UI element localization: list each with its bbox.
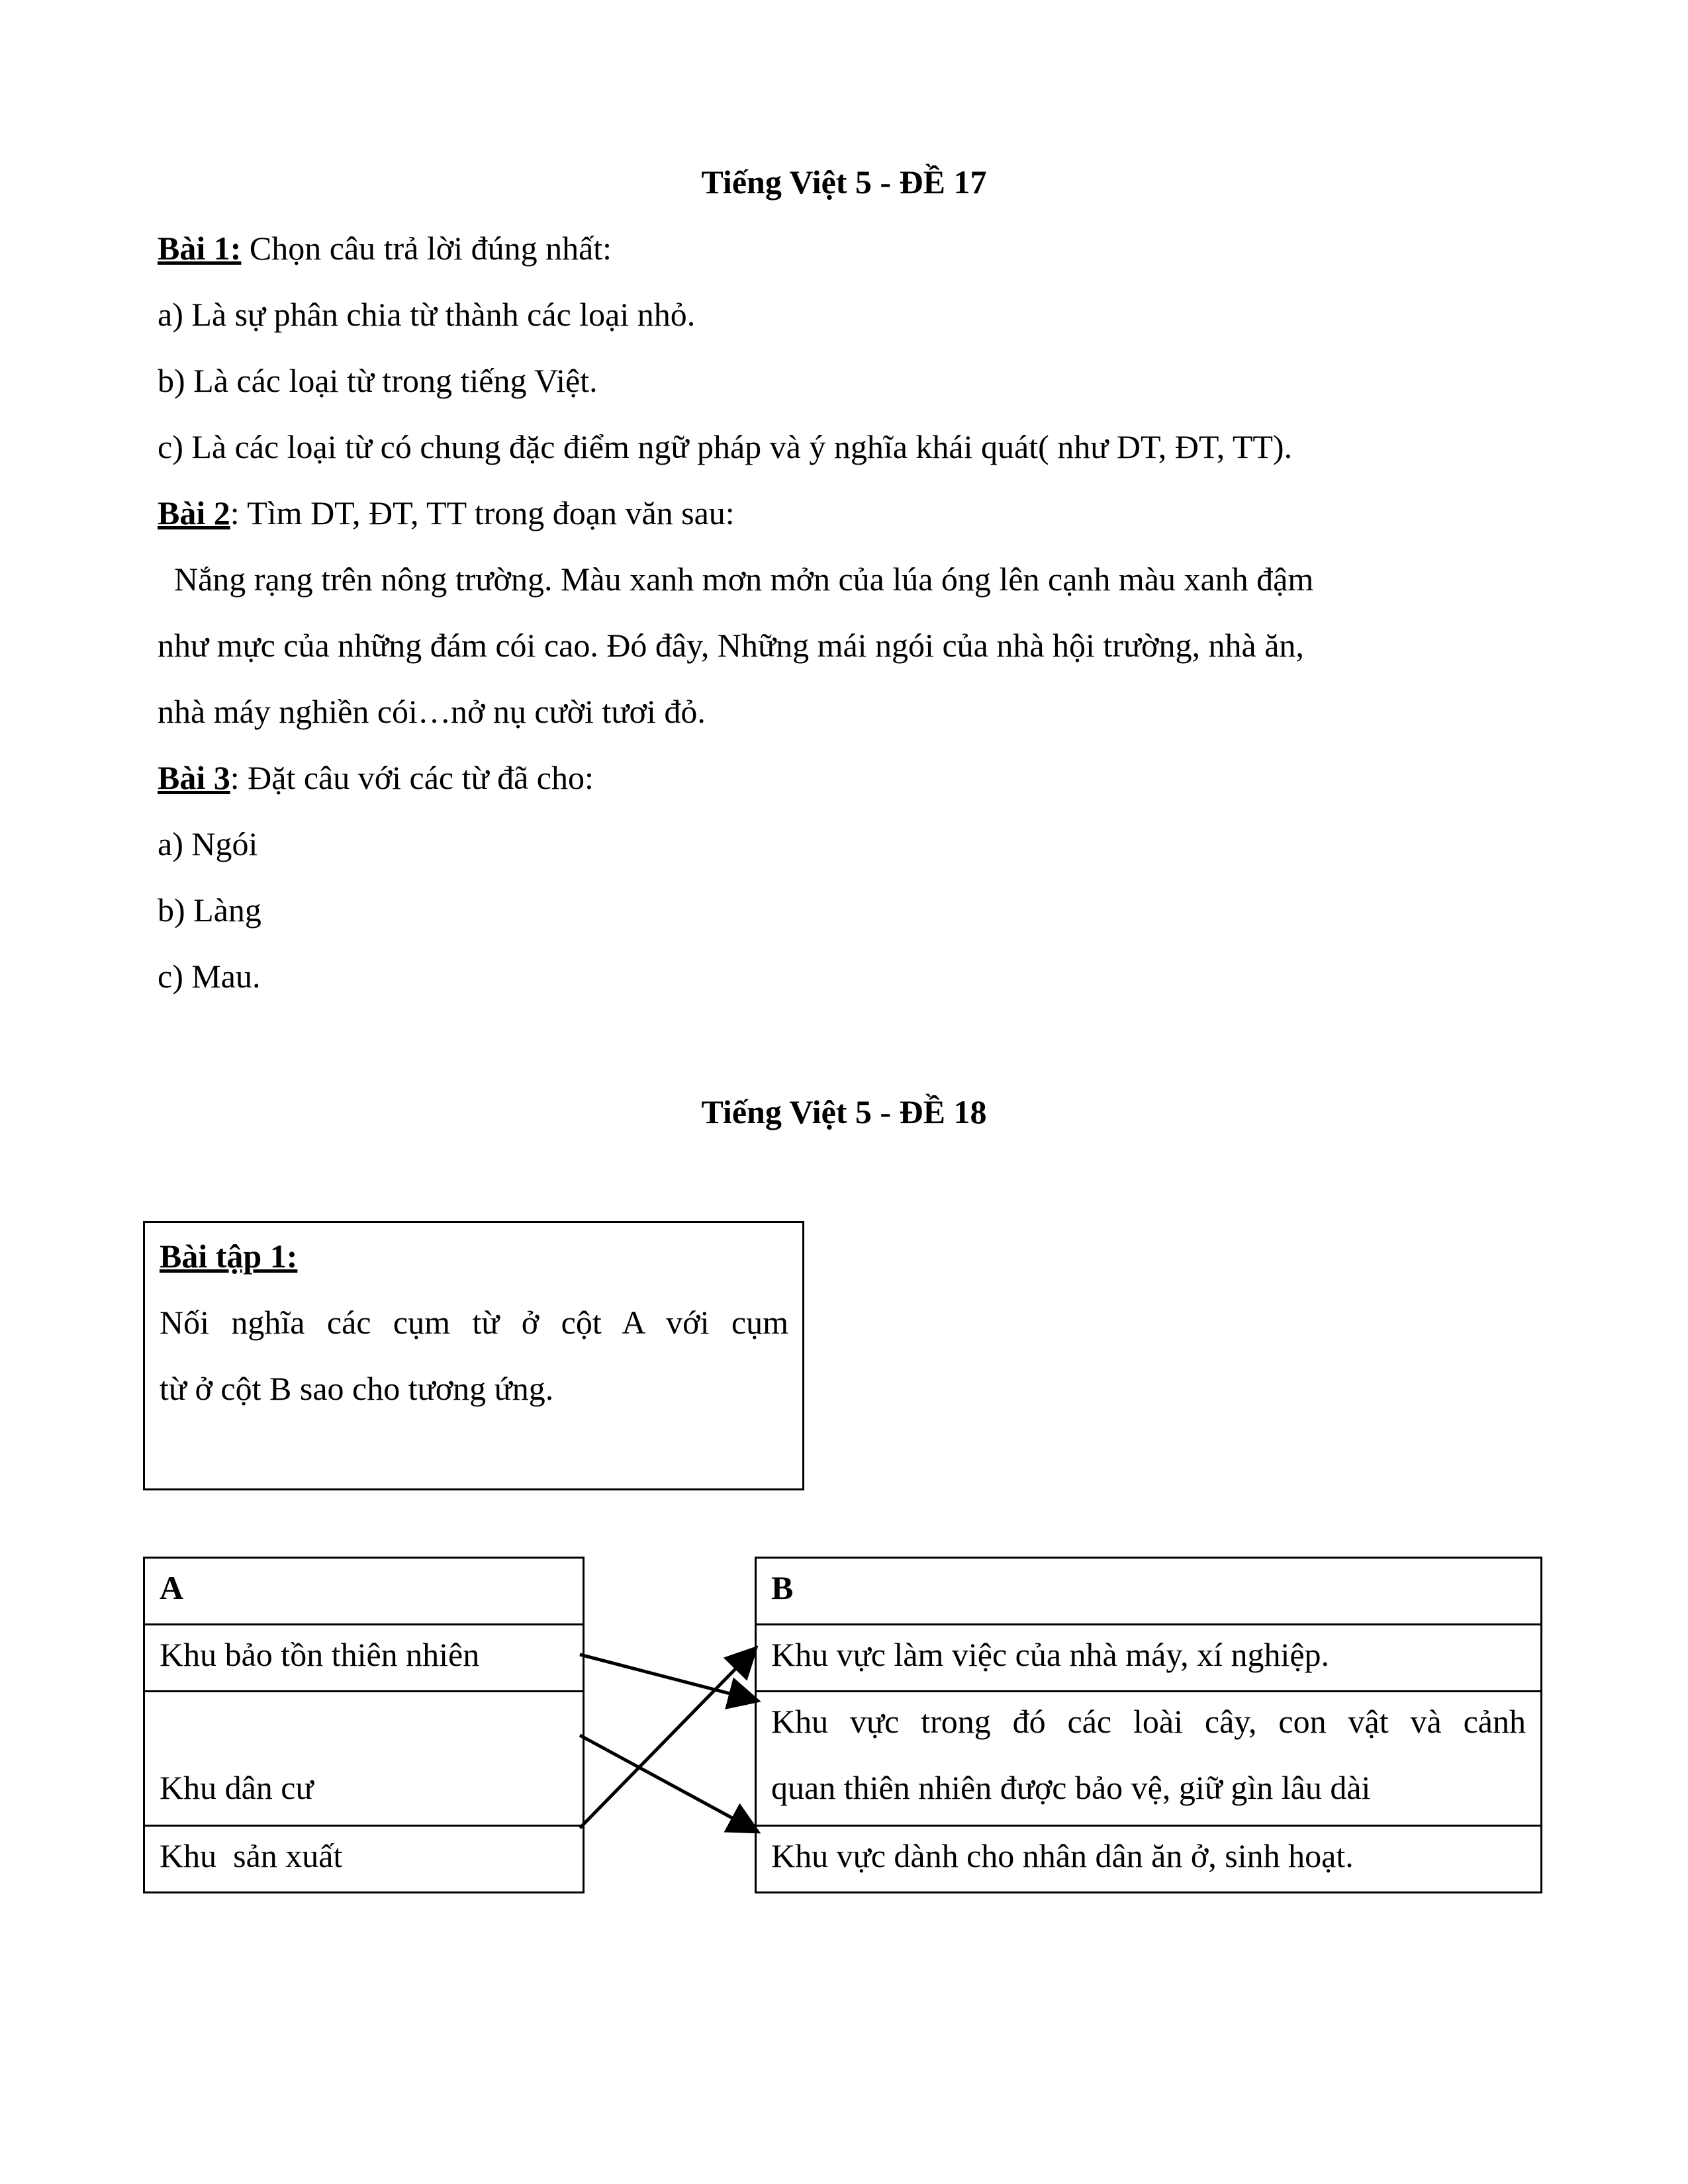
column-a-item-3: Khu sản xuất — [160, 1837, 343, 1874]
arrow-khu-san-xuat-to-b1 — [580, 1648, 756, 1828]
bai2-text: : Tìm DT, ĐT, TT trong đoạn văn sau: — [230, 494, 735, 531]
bai1-option-a: a) Là sự phân chia từ thành các loại nhỏ. — [158, 296, 696, 333]
bai3-item-c: c) Mau. — [158, 958, 261, 995]
column-b-item-2-line-1: Khu vực trong đó các loài cây, con vật và cảnh — [771, 1703, 1526, 1740]
column-a-item-2: Khu dân cư — [160, 1769, 314, 1806]
bai3-item-a: a) Ngói — [158, 825, 258, 862]
arrow-khu-bao-ton-to-b2 — [580, 1655, 758, 1701]
bai1-text: Chọn câu trả lời đúng nhất: — [241, 230, 612, 267]
de18-title: Tiếng Việt 5 - ĐỀ 18 — [701, 1093, 987, 1130]
bai3-text: : Đặt câu với các từ đã cho: — [230, 759, 594, 796]
bai2-paragraph-line-2: như mực của những đám cói cao. Đó đây, Những mái ngói của nhà hội trường, nhà ăn, — [158, 627, 1304, 664]
column-b-item-2-line-2: quan thiên nhiên được bảo vệ, giữ gìn lâu dài — [771, 1769, 1371, 1806]
bai2-label: Bài 2 — [158, 494, 230, 531]
exercise-line-2: từ ở cột B sao cho tương ứng. — [160, 1370, 554, 1407]
exercise-line-1: Nối nghĩa các cụm từ ở cột A với cụm — [160, 1304, 788, 1341]
column-b-header: B — [771, 1569, 794, 1606]
de17-title: Tiếng Việt 5 - ĐỀ 17 — [701, 163, 987, 201]
bai2-paragraph-line-1: Nắng rạng trên nông trường. Màu xanh mơn mởn của lúa óng lên cạnh màu xanh đậm — [158, 561, 1314, 598]
column-b-item-3: Khu vực dành cho nhân dân ăn ở, sinh hoạt. — [771, 1837, 1354, 1874]
exercise-label: Bài tập 1: — [160, 1238, 298, 1275]
bai3-label: Bài 3 — [158, 759, 230, 796]
column-a-item-1: Khu bảo tồn thiên nhiên — [160, 1636, 480, 1673]
bai3-item-b: b) Làng — [158, 891, 261, 929]
bai1-option-c: c) Là các loại từ có chung đặc điểm ngữ pháp và ý nghĩa khái quát( như DT, ĐT, TT). — [158, 428, 1293, 465]
bai2-paragraph-line-3: nhà máy nghiền cói…nở nụ cười tươi đỏ. — [158, 693, 706, 730]
column-a-header: A — [160, 1569, 184, 1606]
arrow-khu-dan-cu-to-b3 — [580, 1735, 758, 1832]
bai1-option-b: b) Là các loại từ trong tiếng Việt. — [158, 362, 598, 399]
bai1-label: Bài 1: — [158, 230, 242, 267]
column-b-item-1: Khu vực làm việc của nhà máy, xí nghiệp. — [771, 1636, 1330, 1673]
